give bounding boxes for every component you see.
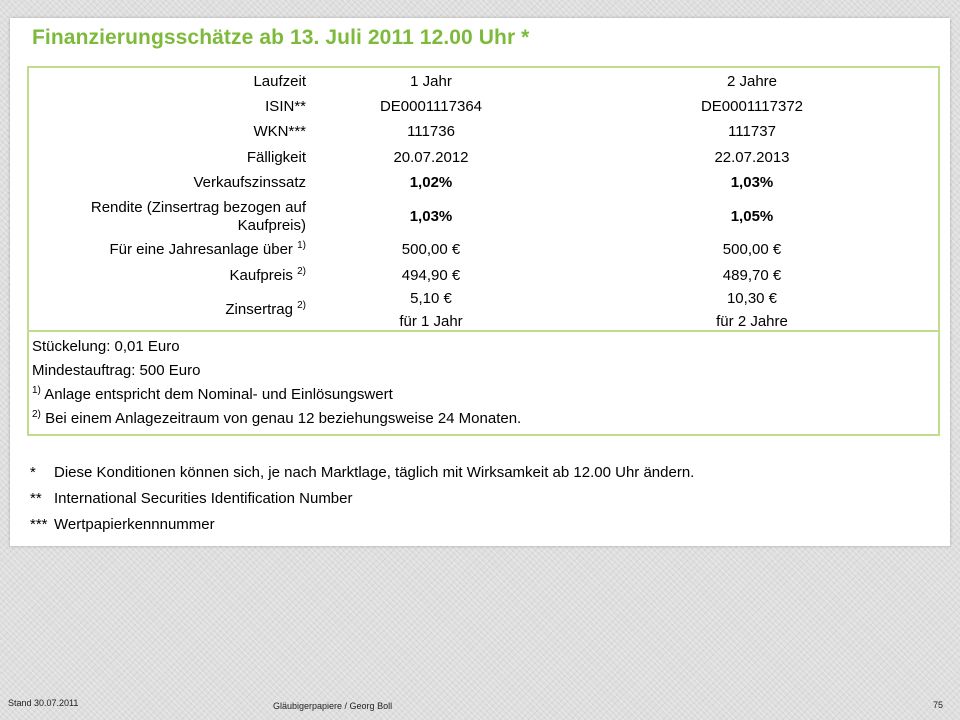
row-label: Für eine Jahresanlage über $^{1)}$	[109, 240, 306, 258]
note-footnote-1: $^{1)}$ Anlage entspricht dem Nominal- und Einlösungswert	[32, 385, 393, 403]
note-mindestauftrag: Mindestauftrag: 500 Euro	[32, 362, 201, 379]
col1-value: 111736	[407, 123, 455, 140]
col2-value: 500,00 €	[722, 241, 782, 258]
col2-value: 2 Jahre	[726, 73, 778, 90]
footnote-ref: 2)	[297, 266, 306, 277]
col2-value: 1,05%	[730, 208, 774, 225]
table-divider	[29, 330, 938, 332]
row-label: WKN***	[253, 123, 306, 140]
row-label: Kaufpreis $^{2)}$	[229, 266, 306, 284]
footnote-ref: 1)	[297, 240, 306, 251]
col2-value: 111737	[728, 123, 776, 140]
footer-date: Stand 30.07.2011	[8, 698, 79, 708]
footnote-symbol: ***	[30, 516, 48, 533]
footnote-symbol: *	[30, 464, 36, 481]
footer-title: Gläubigerpapiere / Georg Boll	[273, 701, 393, 711]
col1-value: DE0001117364	[379, 98, 483, 115]
note-footnote-2: $^{2)}$ Bei einem Anlagezeitraum von genau 12 beziehungsweise 24 Monaten.	[32, 409, 522, 427]
col1-value: 5,10 €	[410, 290, 452, 307]
footnote-text: Diese Konditionen können sich, je nach Marktlage, täglich mit Wirksamkeit ab 12.00 Uhr ändern.	[54, 464, 695, 481]
col1-value: 500,00 €	[401, 241, 461, 258]
row-label: Verkaufszinssatz	[193, 174, 306, 191]
col1-value: 20.07.2012	[393, 149, 469, 166]
col2-value: DE0001117372	[700, 98, 804, 115]
row-label: ISIN**	[265, 98, 306, 115]
col1-value: 1,03%	[409, 208, 453, 225]
row-label: Laufzeit	[253, 73, 306, 90]
footnote-ref: 2)	[297, 300, 306, 311]
col2-value: 1,03%	[730, 174, 774, 191]
slide-content	[10, 18, 950, 546]
note-stueckelung: Stückelung: 0,01 Euro	[32, 338, 180, 355]
footnote-text: International Securities Identification Number	[54, 490, 353, 507]
page-title: Finanzierungsschätze ab 13. Juli 2011 12.00 Uhr *	[32, 26, 530, 49]
col1-period: für 1 Jahr	[399, 313, 463, 330]
footnote-symbol: **	[30, 490, 42, 507]
col2-value: 489,70 €	[722, 267, 782, 284]
row-label: Fälligkeit	[246, 149, 306, 166]
col2-period: für 2 Jahre	[716, 313, 788, 330]
col1-value: 1,02%	[409, 174, 453, 191]
conditions-table	[27, 66, 940, 436]
col2-value: 22.07.2013	[714, 149, 790, 166]
col2-value: 10,30 €	[726, 290, 778, 307]
col1-value: 494,90 €	[401, 267, 461, 284]
row-label: Zinsertrag $^{2)}$	[225, 300, 306, 318]
page-number: 75	[933, 700, 944, 710]
row-label: Rendite (Zinsertrag bezogen auf	[90, 199, 306, 216]
footnote-text: Wertpapierkennnummer	[54, 516, 215, 533]
row-label-continued: Kaufpreis)	[237, 217, 306, 234]
col1-value: 1 Jahr	[410, 73, 452, 90]
